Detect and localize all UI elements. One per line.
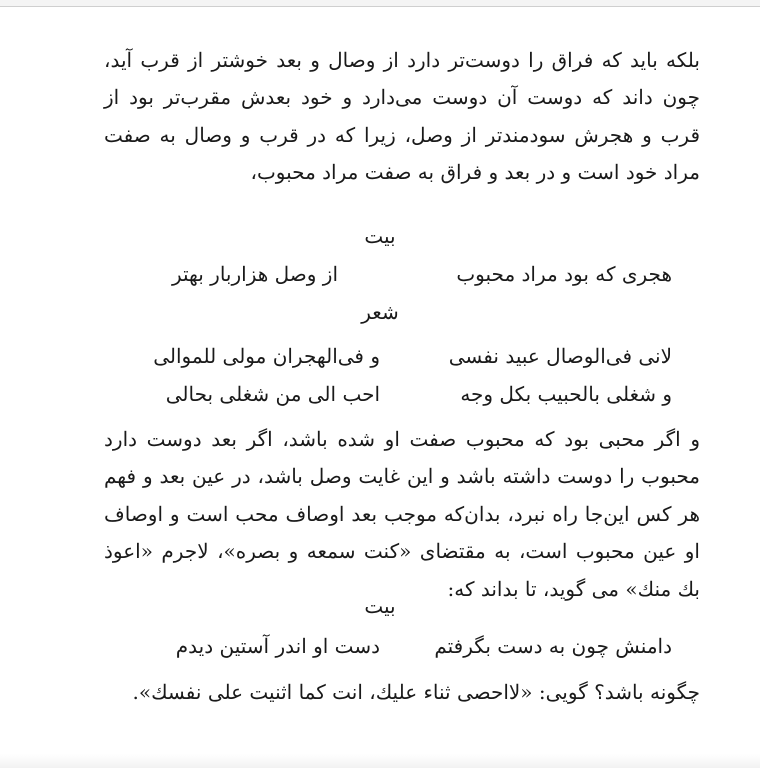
paragraph-2: و اگر محبی بود که محبوب صفت او شده باشد، اگر بعد دوست دارد محبوب را دوست داشته باشد و این غایت وصل باشد، در عین بعد و فهم هر کس این‌جا راه نبرد، بدان‌که موجب بعد اوصاف محب است و اوصاف او عین محبوب است، به مقتضای «کنت سمعه و بصره»، لاجرم «اعوذ بك منك» می گوید، تا بداند که: <box>104 427 700 601</box>
page-top-edge <box>0 0 760 7</box>
verse-1-right-hemistich: هجری که بود مراد محبوب <box>456 262 672 286</box>
verse-4-left-hemistich: دست او اندر آستین دیدم <box>175 634 380 658</box>
heading-sher: شعر <box>361 300 399 324</box>
verse-2-right-hemistich: لانی فی‌الوصال عبید نفسی <box>448 344 672 368</box>
closing-line: چگونه باشد؟ گویی: «لااحصی ثناء علیك، انت كما اثنیت علی نفسك». <box>132 680 700 704</box>
heading-bayt-1: بیت <box>364 224 396 248</box>
paragraph-1: بلکه باید که فراق را دوست‌تر دارد از وصال و بعد خوشتر از قرب آید، چون داند که دوست آن دوست می‌دارد و خود بعدش مقرب‌تر بود از قرب و هجرش سودمندتر از وصل، زیرا که در قرب و وصال به صفت مراد خود است و در بعد و فراق به صفت مراد محبوب، <box>104 48 700 185</box>
verse-2-left-hemistich: و فی‌الهجران مولی للموالی <box>153 344 380 368</box>
verse-4-right-hemistich: دامنش چون به دست بگرفتم <box>434 634 672 658</box>
verse-3-left-hemistich: احب الی من شغلی بحالی <box>165 382 380 406</box>
verse-1-left-hemistich: از وصل هزاربار بهتر <box>171 262 338 286</box>
heading-bayt-2: بیت <box>364 594 396 618</box>
page-bottom-edge <box>0 754 760 768</box>
verse-3-right-hemistich: و شغلی بالحبیب بکل وجه <box>460 382 672 406</box>
